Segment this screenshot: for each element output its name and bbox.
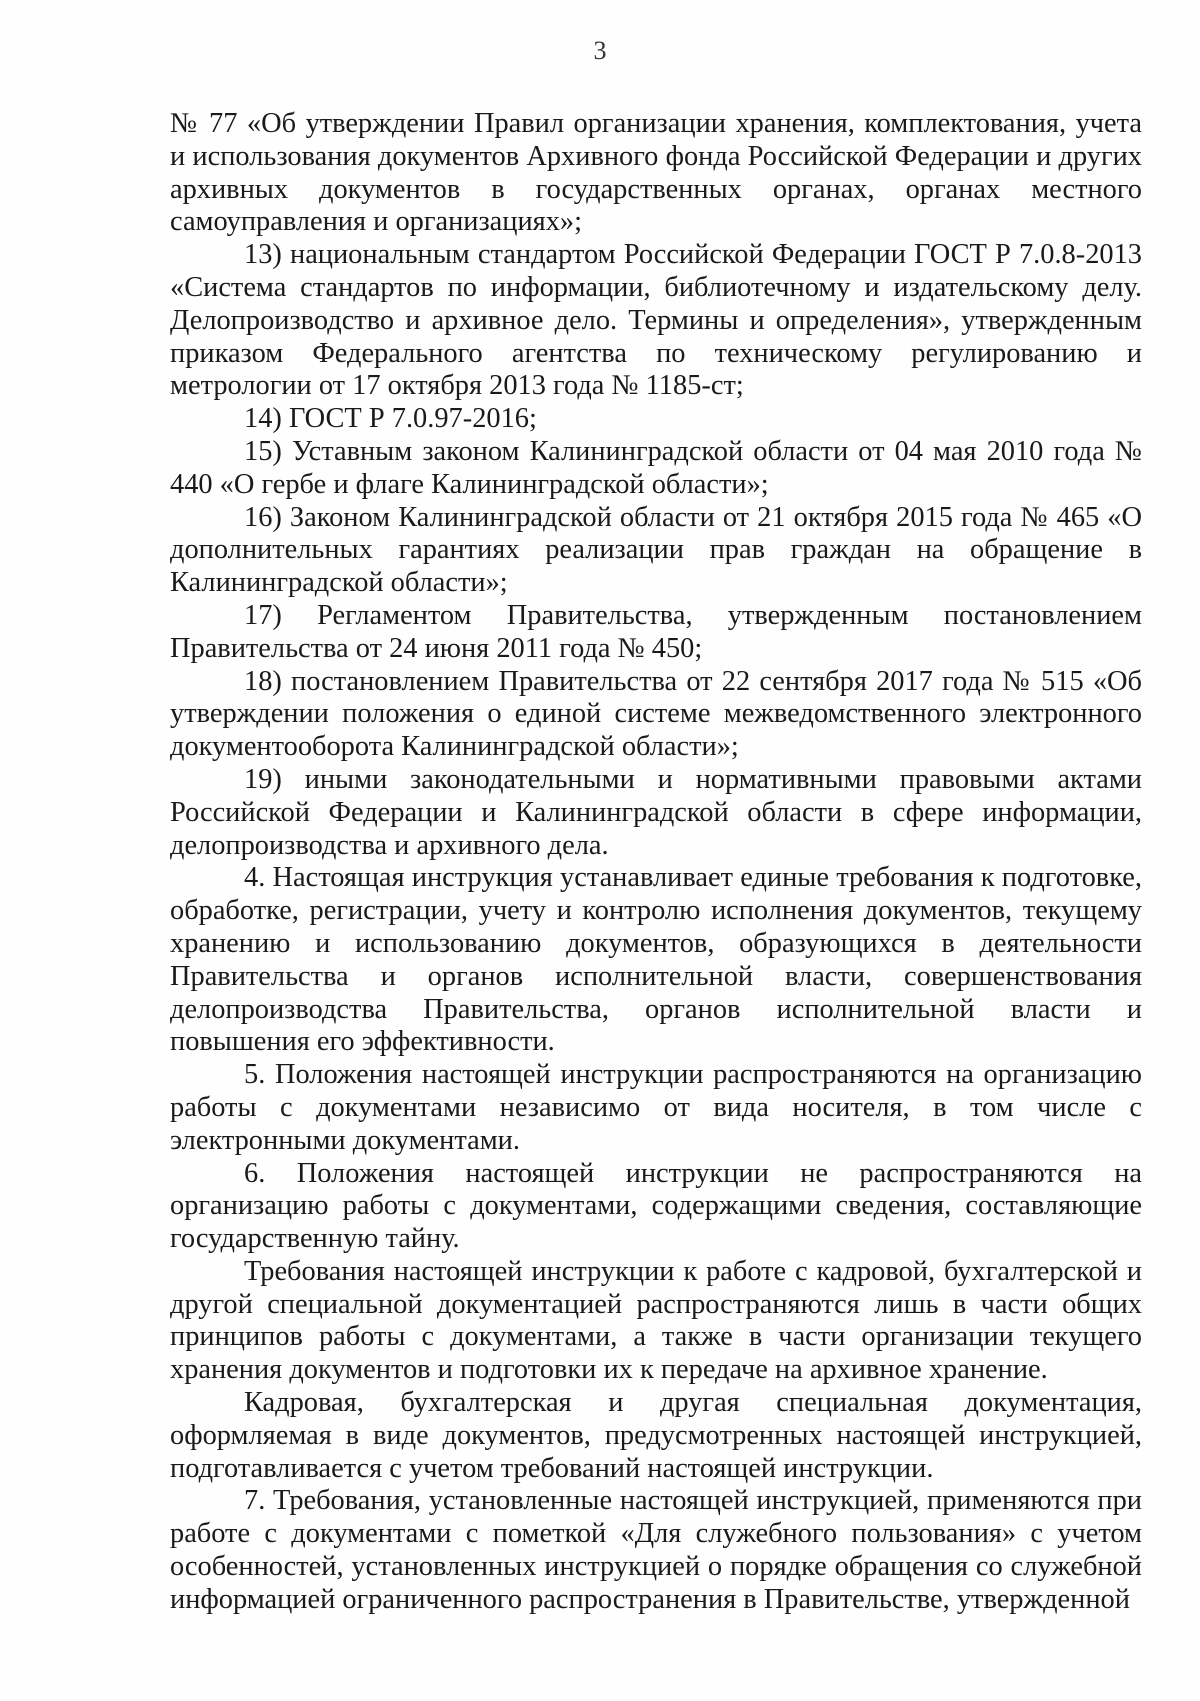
paragraph-section-4: 4. Настоящая инструкция устанавливает единые требования к подготовке, обработке, регистрации, учету и контролю исполнения документов, текущему хранению и использованию документов, образующихся в деятельности Правительства и органов исполнительной власти, совершенствования делопроизводства Правительства, органов исполнительной власти и повышения его эффективности. <box>170 862 1142 1058</box>
paragraph-section-7: 7. Требования, установленные настоящей инструкцией, применяются при работе с документами с пометкой «Для служебного пользования» с учетом особенностей, установленных инструкцией о порядке обращения со служебной информацией ограниченного распространения в Правительстве, утвержденной <box>170 1485 1142 1615</box>
paragraph-item-18: 18) постановлением Правительства от 22 сентября 2017 года № 515 «Об утверждении положения о единой системе межведомственного электронного документооборота Калининградской области»; <box>170 665 1142 763</box>
paragraph-item-19: 19) иными законодательными и нормативными правовыми актами Российской Федерации и Калининградской области в сфере информации, делопроизводства и архивного дела. <box>170 763 1142 861</box>
paragraph-special-docs: Кадровая, бухгалтерская и другая специальная документация, оформляемая в виде документов, предусмотренных настоящей инструкцией, подготавливается с учетом требований настоящей инструкции. <box>170 1387 1142 1484</box>
paragraph-item-17: 17) Регламентом Правительства, утвержденным постановлением Правительства от 24 июня 2011 года № 450; <box>170 599 1142 664</box>
paragraph-requirements: Требования настоящей инструкции к работе с кадровой, бухгалтерской и другой специальной документацией распространяются лишь в части общих принципов работы с документами, а также в части организации текущего хранения документов и подготовки их к передаче на архивное хранение. <box>170 1255 1142 1386</box>
paragraph-item-16: 16) Законом Калининградской области от 21 октября 2015 года № 465 «О дополнительных гарантиях реализации прав граждан на обращение в Калининградской области»; <box>170 501 1142 599</box>
paragraph-continuation: № 77 «Об утверждении Правил организации хранения, комплектования, учета и использования документов Архивного фонда Российской Федерации и других архивных документов в государственных органах, органах местного самоуправления и организациях»; <box>170 108 1142 238</box>
paragraph-item-14: 14) ГОСТ Р 7.0.97-2016; <box>244 403 537 435</box>
page-number: 3 <box>593 36 607 65</box>
document-body <box>170 108 1142 1617</box>
paragraph-item-15: 15) Уставным законом Калининградской области от 04 мая 2010 года № 440 «О гербе и флаге Калининградской области»; <box>170 435 1142 500</box>
paragraph-section-6: 6. Положения настоящей инструкции не распространяются на организацию работы с документами, содержащими сведения, составляющие государственную тайну. <box>170 1157 1142 1255</box>
paragraph-item-13: 13) национальным стандартом Российской Федерации ГОСТ Р 7.0.8-2013 «Система стандартов по информации, библиотечному и издательскому делу. Делопроизводство и архивное дело. Термины и определения», утвержденным приказом Федерального агентства по техническому регулированию и метрологии от 17 октября 2013 года № 1185-ст; <box>170 239 1142 402</box>
paragraph-section-5: 5. Положения настоящей инструкции распространяются на организацию работы с документами независимо от вида носителя, в том числе с электронными документами. <box>170 1059 1142 1156</box>
